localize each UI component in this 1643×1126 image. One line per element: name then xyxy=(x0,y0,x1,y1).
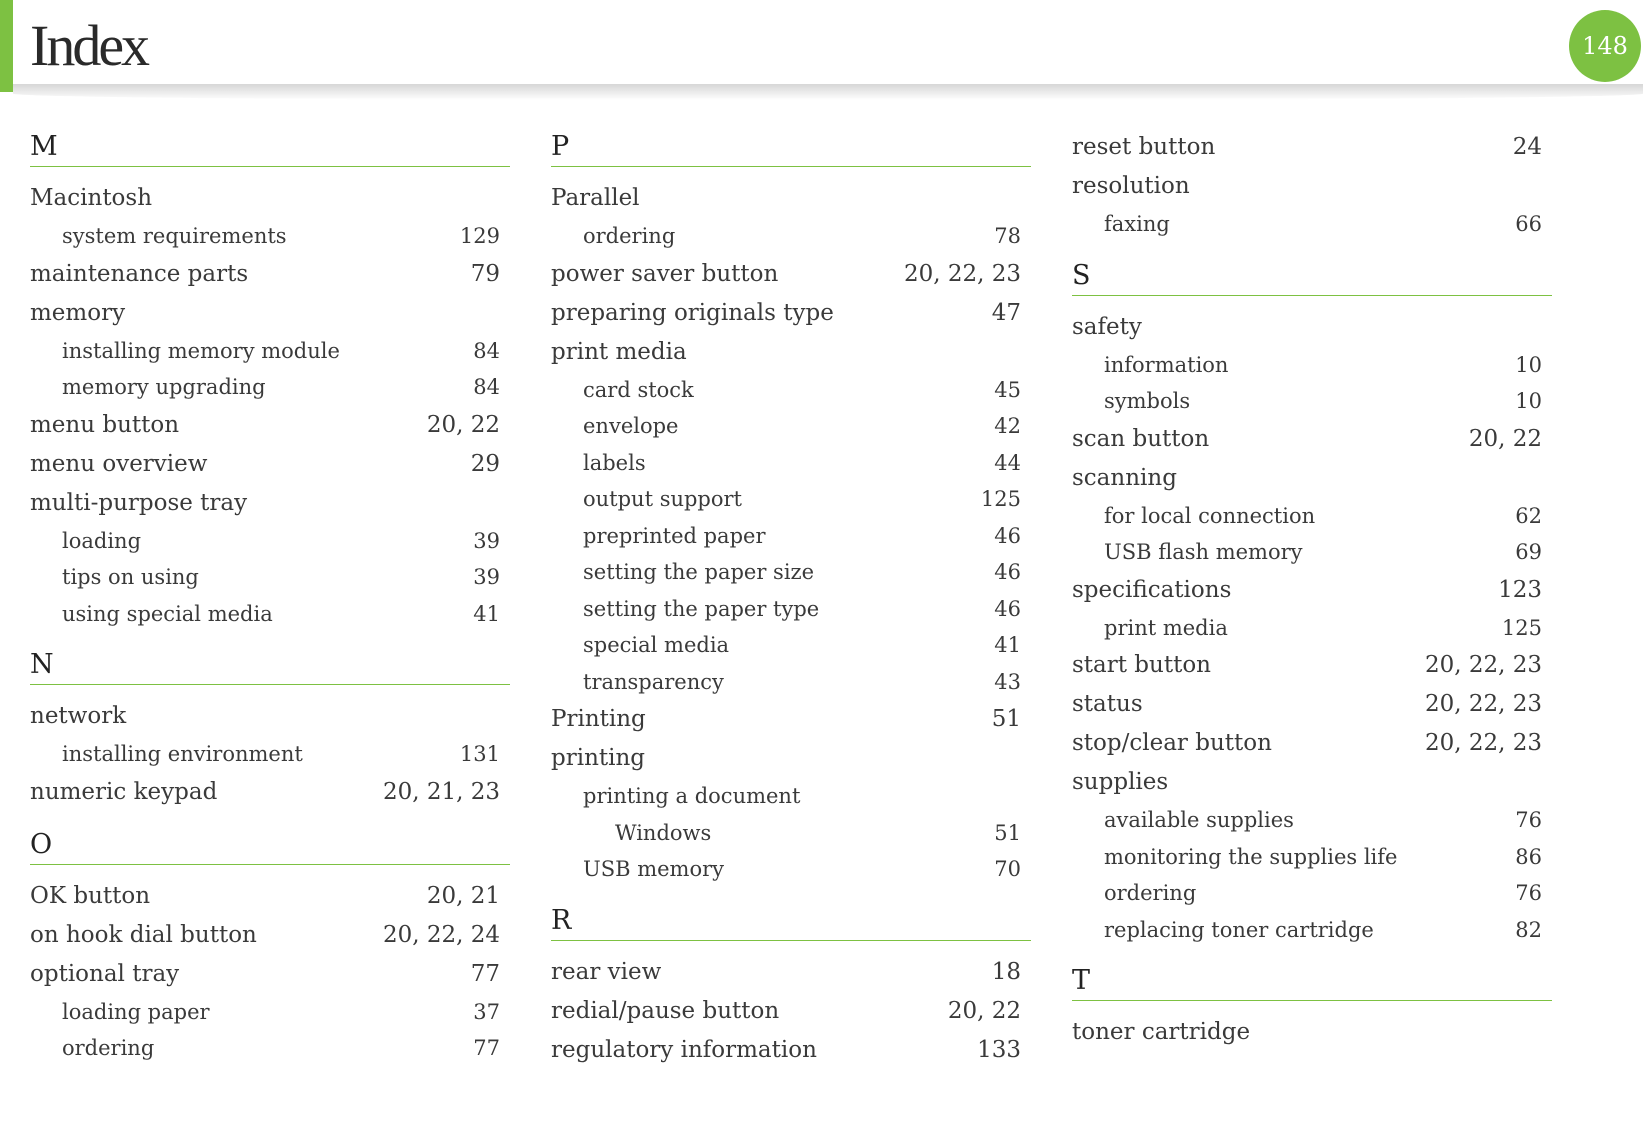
index-letter-heading: T xyxy=(1072,962,1552,1001)
index-page-refs[interactable]: 70 xyxy=(994,857,1021,881)
index-page-refs[interactable]: 131 xyxy=(459,742,500,766)
index-page-refs[interactable]: 133 xyxy=(977,1036,1021,1063)
index-term: maintenance parts xyxy=(30,260,249,287)
index-term: special media xyxy=(583,633,730,657)
index-term: Printing xyxy=(551,706,646,732)
index-entry xyxy=(30,877,510,916)
index-letter-heading: M xyxy=(30,128,510,167)
index-page-refs[interactable]: 45 xyxy=(994,377,1021,402)
index-term: labels xyxy=(583,450,646,475)
index-term: preprinted paper xyxy=(583,523,766,548)
index-term: reset button xyxy=(1072,134,1216,160)
index-page-refs[interactable]: 44 xyxy=(994,450,1021,475)
index-term: system requirements xyxy=(62,224,287,248)
index-entry xyxy=(1072,534,1552,571)
page-title: Index xyxy=(30,13,148,78)
index-page-refs[interactable]: 51 xyxy=(994,820,1021,845)
index-page-refs[interactable]: 39 xyxy=(473,565,500,589)
index-entry xyxy=(30,406,510,445)
index-page-refs[interactable]: 20, 22, 23 xyxy=(903,260,1021,287)
index-entry xyxy=(30,1030,510,1067)
index-entry xyxy=(551,408,1031,445)
index-page-refs[interactable]: 76 xyxy=(1515,808,1542,832)
index-term: installing environment xyxy=(62,742,303,766)
index-entry xyxy=(1072,347,1552,384)
index-entry xyxy=(30,994,510,1031)
page-number-badge: 148 xyxy=(1569,10,1641,82)
index-term: preparing originals type xyxy=(551,299,834,326)
header-divider xyxy=(13,84,1643,100)
index-entry xyxy=(30,294,510,333)
index-entry xyxy=(551,255,1031,294)
index-entry xyxy=(1072,912,1552,949)
index-term: Macintosh xyxy=(30,185,153,211)
index-entry xyxy=(551,815,1031,852)
index-entry xyxy=(30,369,510,406)
index-page-refs[interactable]: 10 xyxy=(1515,389,1542,413)
index-term: setting the paper type xyxy=(583,596,820,621)
index-page-refs[interactable]: 43 xyxy=(994,669,1021,694)
index-page-refs[interactable]: 46 xyxy=(994,560,1021,584)
index-term: envelope xyxy=(583,414,679,438)
index-term: setting the paper size xyxy=(583,560,815,584)
index-page-refs[interactable]: 20, 22, 23 xyxy=(1424,652,1542,678)
index-term: print media xyxy=(551,338,687,365)
index-term: ordering xyxy=(583,224,676,248)
index-page-refs[interactable]: 78 xyxy=(994,224,1021,248)
index-term: USB flash memory xyxy=(1104,540,1303,564)
index-term: for local connection xyxy=(1104,503,1316,528)
index-term: rear view xyxy=(551,958,662,985)
index-page-refs[interactable]: 125 xyxy=(1501,615,1542,640)
index-term: specifications xyxy=(1072,576,1232,603)
index-entry xyxy=(551,218,1031,255)
index-entry xyxy=(1072,420,1552,459)
index-term: multi-purpose tray xyxy=(30,489,248,516)
index-page-refs[interactable]: 51 xyxy=(991,706,1021,732)
index-page-refs[interactable]: 24 xyxy=(1512,134,1542,160)
index-entry xyxy=(551,179,1031,218)
index-term: symbols xyxy=(1104,389,1191,413)
index-entry xyxy=(30,445,510,484)
index-page-refs[interactable]: 41 xyxy=(473,601,500,626)
index-page-refs[interactable]: 20, 22, 23 xyxy=(1424,730,1542,756)
header-accent-bar xyxy=(0,0,13,92)
index-entry xyxy=(30,596,510,633)
index-entry xyxy=(551,372,1031,409)
index-page-refs[interactable]: 20, 22 xyxy=(947,997,1021,1024)
index-page-refs[interactable]: 47 xyxy=(991,299,1021,326)
index-page-refs[interactable]: 39 xyxy=(473,528,500,553)
index-term: toner cartridge xyxy=(1072,1019,1251,1045)
index-entry xyxy=(551,627,1031,664)
index-entry xyxy=(30,916,510,955)
index-entry xyxy=(551,591,1031,628)
index-term: scanning xyxy=(1072,464,1177,491)
index-term: regulatory information xyxy=(551,1036,817,1063)
index-entry xyxy=(30,484,510,523)
index-term: monitoring the supplies life xyxy=(1104,844,1398,869)
index-entry xyxy=(551,333,1031,372)
index-entry xyxy=(551,953,1031,992)
index-term: OK button xyxy=(30,882,151,909)
index-term: safety xyxy=(1072,313,1142,340)
index-page-refs[interactable]: 79 xyxy=(470,260,500,287)
index-term: information xyxy=(1104,352,1229,377)
index-term: memory upgrading xyxy=(62,375,266,399)
index-term: memory xyxy=(30,299,126,326)
index-entry xyxy=(30,559,510,596)
index-page-refs[interactable]: 46 xyxy=(994,596,1021,621)
index-entry xyxy=(1072,875,1552,912)
index-term: replacing toner cartridge xyxy=(1104,917,1374,942)
index-page-refs[interactable]: 20, 21 xyxy=(426,882,500,909)
index-entry xyxy=(30,218,510,255)
index-term: installing memory module xyxy=(62,338,340,363)
index-entry xyxy=(30,523,510,560)
index-letter-heading: S xyxy=(1072,257,1552,296)
index-entry xyxy=(551,445,1031,482)
index-page-refs[interactable]: 84 xyxy=(473,338,500,363)
index-term: menu button xyxy=(30,411,180,438)
index-page-refs[interactable]: 37 xyxy=(473,999,500,1024)
index-entry xyxy=(1072,498,1552,535)
index-entry xyxy=(551,554,1031,591)
index-term: output support xyxy=(583,487,742,511)
index-term: USB memory xyxy=(583,857,724,881)
index-term: Parallel xyxy=(551,185,640,211)
index-term: ordering xyxy=(1104,881,1197,905)
index-term: optional tray xyxy=(30,960,180,987)
index-entry xyxy=(1072,206,1552,243)
index-term: start button xyxy=(1072,652,1211,678)
index-term: Windows xyxy=(615,820,712,845)
index-page-refs[interactable]: 46 xyxy=(994,523,1021,548)
index-letter-heading: P xyxy=(551,128,1031,167)
index-entry xyxy=(1072,724,1552,763)
index-term: power saver button xyxy=(551,260,779,287)
index-term: transparency xyxy=(583,669,724,694)
index-term: menu overview xyxy=(30,450,208,477)
index-entry xyxy=(1072,610,1552,647)
index-column-3 xyxy=(1072,128,1552,1052)
index-entry xyxy=(551,518,1031,555)
index-entry xyxy=(30,697,510,736)
index-letter-heading: O xyxy=(30,826,510,865)
index-entry xyxy=(30,736,510,773)
index-term: loading paper xyxy=(62,999,210,1024)
index-term: supplies xyxy=(1072,769,1169,795)
index-term: available supplies xyxy=(1104,808,1294,832)
index-term: status xyxy=(1072,691,1143,717)
index-term: stop/clear button xyxy=(1072,730,1272,756)
index-entry xyxy=(30,255,510,294)
index-page-refs[interactable]: 20, 22, 23 xyxy=(1424,691,1542,717)
index-entry xyxy=(1072,308,1552,347)
index-page-refs[interactable]: 86 xyxy=(1515,844,1542,869)
index-page-refs[interactable]: 82 xyxy=(1515,917,1542,942)
index-page-refs[interactable]: 20, 22 xyxy=(1468,425,1542,452)
index-entry xyxy=(30,179,510,218)
index-term: ordering xyxy=(62,1036,155,1060)
index-term: resolution xyxy=(1072,173,1190,199)
index-term: loading xyxy=(62,528,142,553)
index-entry xyxy=(551,992,1031,1031)
index-letter-heading: R xyxy=(551,902,1031,941)
index-entry xyxy=(30,333,510,370)
index-page-refs[interactable]: 42 xyxy=(994,414,1021,438)
index-page-refs[interactable]: 41 xyxy=(994,633,1021,657)
index-entry xyxy=(551,1031,1031,1070)
index-page-refs[interactable]: 66 xyxy=(1515,212,1542,236)
index-entry xyxy=(551,778,1031,815)
index-term: on hook dial button xyxy=(30,921,257,948)
index-entry xyxy=(1072,646,1552,685)
index-page-refs[interactable]: 76 xyxy=(1515,881,1542,905)
index-term: faxing xyxy=(1104,212,1170,236)
index-term: scan button xyxy=(1072,425,1210,452)
index-entry xyxy=(1072,167,1552,206)
index-page-refs[interactable]: 125 xyxy=(980,487,1021,511)
index-page-refs[interactable]: 84 xyxy=(473,375,500,399)
index-entry xyxy=(551,700,1031,739)
index-page-refs[interactable]: 20, 22 xyxy=(426,411,500,438)
index-entry xyxy=(1072,802,1552,839)
index-entry xyxy=(551,851,1031,888)
index-entry xyxy=(1072,685,1552,724)
index-page-refs[interactable]: 20, 21, 23 xyxy=(382,778,500,805)
index-entry xyxy=(551,664,1031,701)
index-term: tips on using xyxy=(62,565,199,589)
index-page-refs[interactable]: 77 xyxy=(473,1036,500,1060)
index-term: network xyxy=(30,703,127,729)
index-term: card stock xyxy=(583,377,694,402)
index-page-refs[interactable]: 69 xyxy=(1515,540,1542,564)
index-term: printing xyxy=(551,745,646,771)
index-page-refs[interactable]: 29 xyxy=(470,450,500,477)
index-entry xyxy=(30,773,510,812)
index-term: using special media xyxy=(62,601,273,626)
index-entry xyxy=(1072,459,1552,498)
index-entry xyxy=(1072,1013,1552,1052)
index-page-refs[interactable]: 10 xyxy=(1515,352,1542,377)
index-page-refs[interactable]: 129 xyxy=(459,224,500,248)
index-entry xyxy=(551,294,1031,333)
index-page-refs[interactable]: 62 xyxy=(1515,503,1542,528)
index-entry xyxy=(551,739,1031,778)
index-term: printing a document xyxy=(583,784,801,808)
index-page-refs[interactable]: 123 xyxy=(1498,576,1542,603)
index-page-refs[interactable]: 77 xyxy=(470,960,500,987)
index-term: print media xyxy=(1104,615,1228,640)
index-entry xyxy=(1072,383,1552,420)
index-column-1 xyxy=(30,128,510,1067)
index-letter-heading: N xyxy=(30,646,510,685)
index-entry xyxy=(1072,763,1552,802)
index-column-2 xyxy=(551,128,1031,1070)
index-term: numeric keypad xyxy=(30,778,218,805)
index-entry xyxy=(30,955,510,994)
index-page-refs[interactable]: 18 xyxy=(991,958,1021,985)
index-page-refs[interactable]: 20, 22, 24 xyxy=(382,921,500,948)
index-entry xyxy=(1072,571,1552,610)
index-entry xyxy=(551,481,1031,518)
index-term: redial/pause button xyxy=(551,997,780,1024)
index-entry xyxy=(1072,128,1552,167)
index-entry xyxy=(1072,839,1552,876)
